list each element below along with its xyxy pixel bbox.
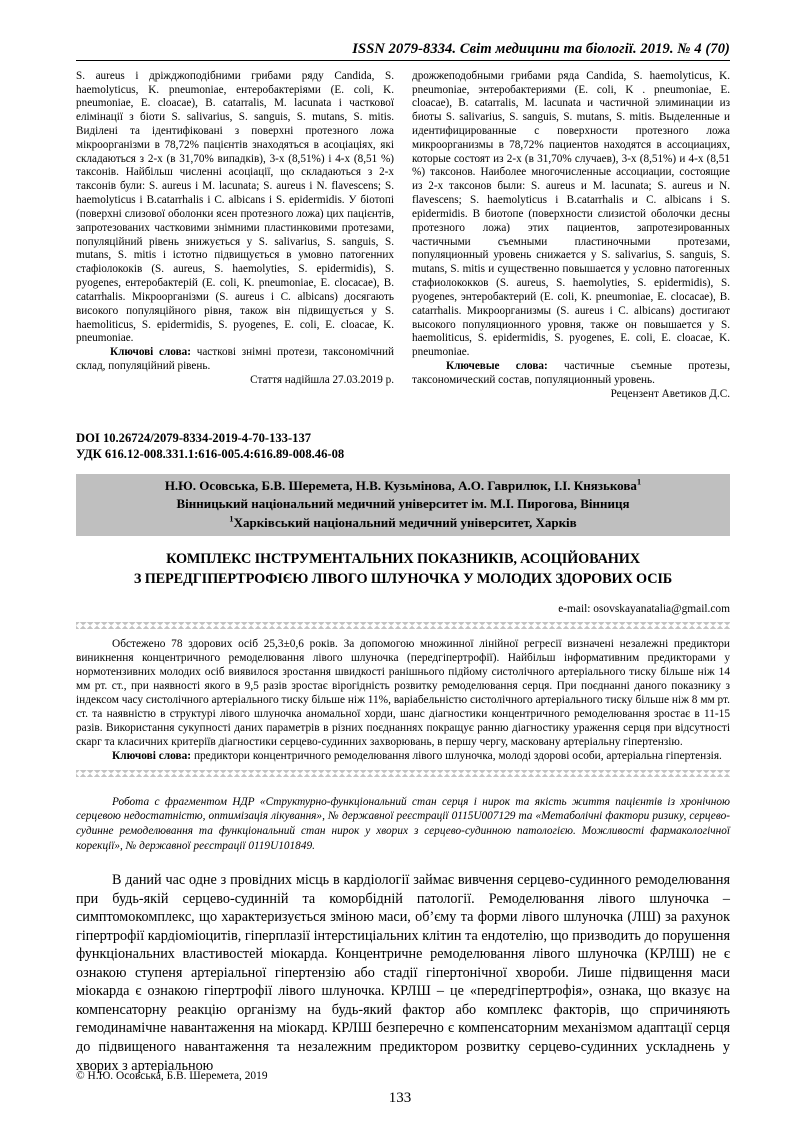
abstract-main-keywords-paragraph — [76, 749, 730, 763]
reviewer-line: Рецензент Аветиков Д.С. — [610, 387, 730, 400]
affiliation-secondary — [80, 514, 726, 532]
funding-note — [76, 795, 730, 854]
zigzag-divider-bottom — [76, 770, 730, 777]
corresponding-email[interactable]: e-mail: osovskayanatalia@gmail.com — [558, 602, 730, 615]
article-body — [76, 871, 730, 1075]
authors-affiliations-band — [76, 474, 730, 536]
abstract-column-russian — [412, 70, 730, 402]
copyright-line: © Н.Ю. Осовська, Б.В. Шеремета, 2019 — [76, 1070, 268, 1082]
author-names: Н.Ю. Осовська, Б.В. Шеремета, Н.В. Кузьмінова, А.О. Гаврилюк, І.І. Князькова — [164, 477, 637, 493]
article-title-line-1: КОМПЛЕКС ІНСТРУМЕНТАЛЬНИХ ПОКАЗНИКІВ, АСОЦІЙОВАНИХ — [166, 551, 640, 568]
doi-line: DOI 10.26724/2079-8334-2019-4-70-133-137 — [76, 430, 312, 445]
abstract-ru-body: дрожжеподобными грибами ряда Candida, S. haemolyticus, K. pneumoniae, энтеробактериями (E. coli, K . pneumoniae, E. cloacae), B. catarralis, M. lacunata и частичной элиминации из биоты S. salivarius, S. sanguis, S. mutans, S. mitis. Выделенные и идентифицированные с поверхности протезного ложа микроорганизмы в 78,72% пациентов находятся в ассоциациях, которые состоят из 2-х (в 31,70% случаев), 3-х (8,51%) и 4-х (8,51 %) таксонов. Наиболее многочисленные ассоциации, состоящие из 2-х таксонов были: S. aureus и M. lacunata; S. aureus и N. flavescens; S. haemolyticus i B.catarrhalis и C. albicans i S. epidermidis. В биотопе (поверхности слизистой оболочки десны протезного ложа) этих пациентов, запротезированных частичными съемными пластиночными протезами, популяционный уровень снижается у S. salivarius, S. sanguis, S. mutans, S. mitis и существенно повышается у условно патогенных стафиолококков (S. aureus, S. haemolyties, S. epidermidis), S. pyogenes, энтеробактерий (E. coli, K. pneumoniae, E. clocacae), B. catarrhalis. Микроорганизмы (S. aureus i C. albicans) достигают высокого популяционного уровня, также он повышается у S. haemoliticus, S. epidermidis, S. pyogenes, E. coli, E. cloacae, K. pneumoniae. — [412, 69, 730, 359]
abstract-main-keywords-label: Ключові слова: — [112, 750, 192, 763]
running-head-rule — [76, 60, 730, 61]
udk-line: УДК 616.12-008.331.1:616-005.4:616.89-008.46-08 — [76, 446, 345, 461]
article-title — [76, 550, 730, 589]
abstract-ru-keywords-label: Ключевые слова: — [446, 360, 548, 373]
identifier-block — [76, 430, 730, 462]
abstract-main-keywords: предиктори концентричного ремоделювання лівого шлуночка, молоді здорові особи, артеріальна гіпертензія. — [193, 750, 722, 763]
zigzag-divider-top — [76, 622, 730, 629]
abstract-columns — [76, 70, 730, 402]
funding-note-text: Робота с фрагментом НДР «Структурно-функціональний стан серця і нирок та якість життя пацієнтів із хронічною серцевою недостатністю, оптимізація лікування», № державної реєстрації 0115U007129 та «Метаболічні фактори ризику, серцево-судинне ремоделювання та функціональний стан нирок у хворих з серцево-судинною патологією. Можливості фармакологічної корекції», № державної реєстрації 0119U101849. — [76, 795, 730, 852]
article-title-line-2: З ПЕРЕДГІПЕРТРОФІЄЮ ЛІВОГО ШЛУНОЧКА У МОЛОДИХ ЗДОРОВИХ ОСІБ — [133, 570, 673, 587]
abstract-ru-keywords: частичные съемные протезы, таксономический состав, популяционный уровень. — [412, 360, 730, 386]
received-date: Стаття надійшла 27.03.2019 р. — [250, 373, 394, 386]
abstract-column-ukrainian — [76, 70, 394, 402]
abstract-main — [76, 637, 730, 764]
abstract-main-body: Обстежено 78 здорових осіб 25,3±0,6 років. За допомогою множинної лінійної регресії визначені незалежні предиктори виникнення концентричного ремоделювання лівого шлуночка (передгіпертрофії). Найбільш інформативним предикторами у нормотензивних молодих осіб виявилося зростання швидкості ранішнього підйому систолічного артеріального тиску більше ніж 14 мм рт. ст., при наявності якого в 9,5 разів зростає вірогідність розвитку ремоделювання серця. При поєднанні даного показнику з індексом часу систолічного артеріального тиску більше ніж 11%, варіабельністю систолічного артеріального тиску більше ніж 8 мм рт. ст. та наявністю в структурі лівого шлуночка аномальної хорди, шанс діагностики концентричного ремоделювання зростає в 11-15 разів. Використання сукупності даних параметрів в різних поєднаннях покращує ранню діагностику ураження серця при відсутності скарг та класичних критеріїв діагностики серцево-судинних захворювань, в першу чергу, масковану артеріальну гіпертензію. — [76, 637, 730, 749]
abstract-ua-keywords-label: Ключові слова: — [110, 346, 191, 359]
running-head: ISSN 2079-8334. Світ медицини та біології. 2019. № 4 (70) — [352, 41, 730, 57]
abstract-ua-keywords: часткові знімні протези, таксономічний склад, популяційний рівень. — [76, 346, 394, 373]
abstract-ua-keywords-paragraph — [76, 346, 394, 374]
article-body-paragraph: В даний час одне з провідних місць в кардіології займає вивчення серцево-судинного ремоделювання при будь-якій серцево-судинній та коморбідній патології. Ремоделювання лівого шлуночка – симптомокомплекс, що характеризується зміною маси, об’єму та форми лівого шлуночка (ЛШ) за рахунок гіпертрофії кардіоміоцитів, гіперплазії інтерстиціальних клітин та ендотелію, що призводить до порушення функціональних властивостей міокарда. Концентричне ремоделювання лівого шлуночка (КРЛШ) не є ознакою ступеня артеріальної гіпертензію або стадії гіпертонічної хвороби. Лише підвищення маси міокарда є ознакою гіпертрофії лівого шлуночка. КРЛШ – це «передгіпертрофія», ознака, що вказує на компенсаторну реакцію організму на будь-який фактор або комплекс факторів, що спричиняють гемодинамічне навантаження на міокард. КРЛШ безперечно є компенсаторним механізмом адаптації серця до підвищеного навантаження та незалежним предиктором розвитку серцево-судинних ускладнень у хворих з артеріальною — [76, 872, 730, 1074]
page-number: 133 — [388, 1090, 412, 1106]
affiliation-marker: 1 — [229, 513, 234, 524]
affiliation-primary: Вінницький національний медичний університет ім. М.І. Пирогова, Вінниця — [176, 496, 630, 512]
abstract-ru-keywords-paragraph — [412, 360, 730, 388]
author-affiliation-marker: 1 — [636, 476, 642, 487]
affiliation-secondary-text: Харківський національний медичний університет, Харків — [233, 514, 577, 530]
abstract-ua-body: S. aureus і дріжджоподібними грибами ряду Candida, S. haemolyticus, K. pneumoniae, ентеробактеріями (E. coli, K. pneumoniae, E. cloacae), B. catarralis, M. lacunata і часткової елімінації з біоти S. salivarius, S. sanguis, S. mutans, S. mitis. Виділені та ідентифіковані з поверхні протезного ложа мікроорганізми в 78,72% пацієнтів знаходяться в асоціаціях, які складаються з 2-х (в 31,70% випадків), 3-х (8,51%) і 4-х (8,51 %) таксонів. Найбільш численні асоціації, що складаються з 2-х таксонів були: S. aureus і M. lacunata; S. aureus і N. flavescens; S. haemolyticus і B.catarrhalis і C. albicans і S. epidermidis. У біотопі (поверхні слизової оболонки ясен протезного ложа) цих пацієнтів, запротезованих частковими знімними пластинковими протезами, популяційний рівень знижується у S. salivarius, S. sanguis, S. mutans, S. mitis і істотно підвищується в умовно патогенних стафіолококів (S. aureus, S. haemolyties, S. epidermidis), S. pyogenes, ентеробактерій (E. coli, K. pneumoniae, E. clocacae), B. catarrhalis. Мікроорганізми (S. aureus і C. albicans) досягають високого популяційного рівня, також він підвищується у S. haemoliticus, S. epidermidis, S. pyogenes, E. coli, E. cloacae, K. pneumoniae. — [76, 69, 394, 345]
author-list — [80, 477, 726, 495]
page-content — [76, 0, 730, 1075]
